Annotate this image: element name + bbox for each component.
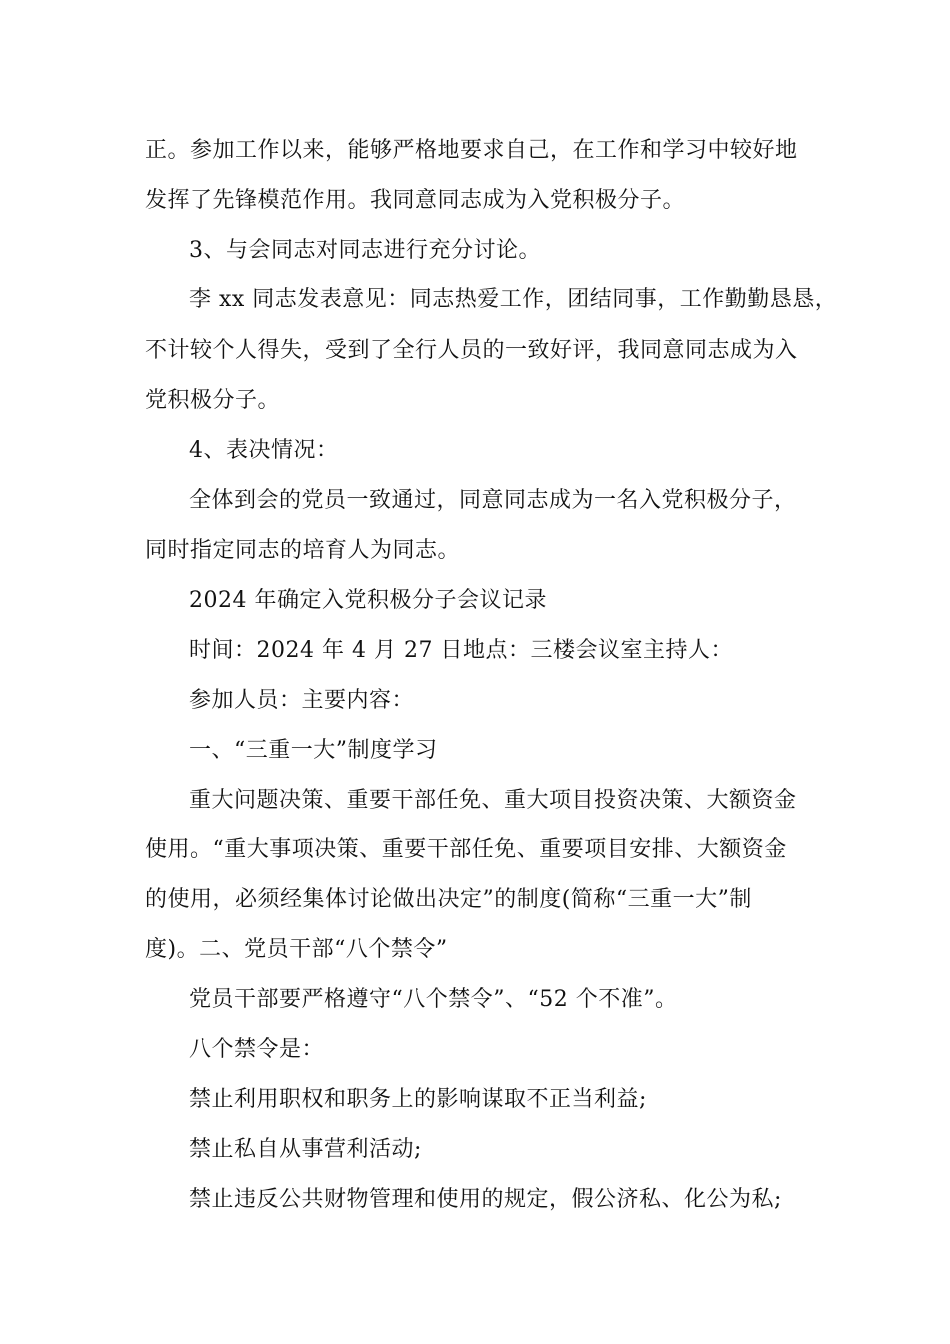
text-line: 度)。二、党员干部“八个禁令” — [145, 937, 448, 962]
text-line: 发挥了先锋模范作用。我同意同志成为入党积极分子。 — [145, 188, 686, 213]
text-line: 使用。“重大事项决策、重要干部任免、重要项目安排、大额资金 — [145, 837, 787, 862]
text-line: 3、与会同志对同志进行充分讨论。 — [189, 238, 541, 263]
text-line: 同时指定同志的培育人为同志。 — [145, 538, 461, 563]
text-line: 4、表决情况： — [189, 438, 339, 463]
text-line: 不计较个人得失，受到了全行人员的一致好评，我同意同志成为入 — [145, 338, 798, 363]
list-item: 禁止利用职权和职务上的影响谋取不正当利益; — [189, 1087, 647, 1112]
section-title: 2024 年确定入党积极分子会议记录 — [189, 588, 547, 613]
text-line: 正。参加工作以来，能够严格地要求自己，在工作和学习中较好地 — [145, 138, 798, 163]
list-item: 禁止私自从事营利活动; — [189, 1137, 422, 1162]
text-line: 的使用，必须经集体讨论做出决定”的制度(简称“三重一大”制 — [145, 887, 752, 912]
text-line: 党员干部要严格遵守“八个禁令”、“52 个不准”。 — [189, 987, 678, 1012]
text-line: 李 xx 同志发表意见：同志热爱工作，团结同事，工作勤勤恳恳， — [189, 287, 838, 312]
text-line: 重大问题决策、重要干部任免、重大项目投资决策、大额资金 — [189, 788, 797, 813]
text-line: 八个禁令是： — [189, 1037, 325, 1062]
section-heading: 一、“三重一大”制度学习 — [189, 738, 438, 763]
list-item: 禁止违反公共财物管理和使用的规定，假公济私、化公为私; — [189, 1187, 782, 1212]
text-line: 全体到会的党员一致通过，同意同志成为一名入党积极分子， — [189, 488, 797, 513]
meeting-time-location-host: 时间：2024 年 4 月 27 日地点：三楼会议室主持人： — [189, 638, 733, 663]
meeting-attendees: 参加人员：主要内容： — [189, 688, 415, 713]
text-line: 党积极分子。 — [145, 388, 281, 413]
